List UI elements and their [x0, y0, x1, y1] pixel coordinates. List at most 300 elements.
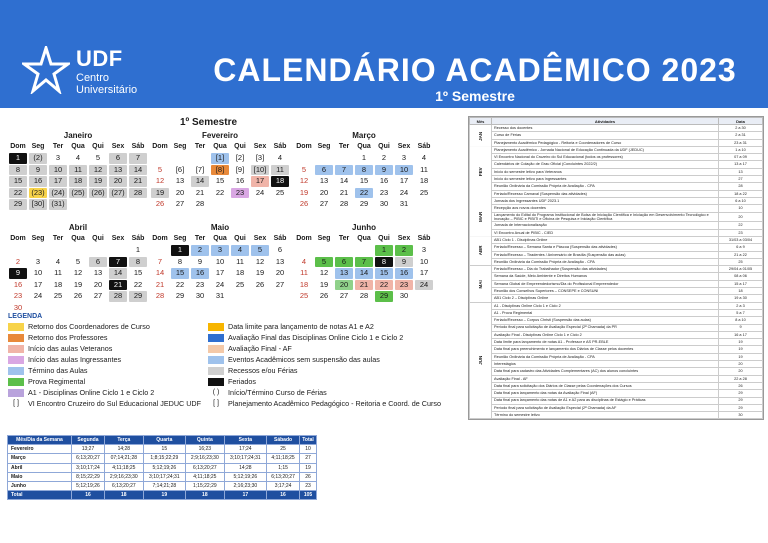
- days-table-cell: 14;28: [224, 463, 266, 472]
- calendar-day[interactable]: 16: [235, 176, 245, 186]
- calendar-day[interactable]: 24: [399, 187, 409, 197]
- calendar-day[interactable]: 12: [319, 268, 329, 278]
- calendar-day[interactable]: 26: [299, 199, 309, 209]
- calendar-day[interactable]: 24: [415, 280, 433, 291]
- calendar-day[interactable]: [1]: [211, 153, 229, 164]
- calendar-day[interactable]: 19: [255, 268, 265, 278]
- legend-swatch: [208, 378, 224, 386]
- activity-row: [470, 317, 763, 324]
- calendar-day[interactable]: 29: [129, 291, 147, 302]
- days-table-cell: 17;24: [224, 445, 266, 454]
- calendar-day[interactable]: 21: [355, 280, 373, 291]
- calendar-day[interactable]: 28: [339, 199, 349, 209]
- calendar-day[interactable]: 11: [420, 164, 428, 174]
- calendar-day[interactable]: 1: [361, 153, 367, 163]
- calendar-day[interactable]: 10: [395, 165, 413, 176]
- calendar-day[interactable]: 28: [109, 291, 127, 302]
- calendar-day[interactable]: (31): [49, 199, 67, 210]
- days-table-cell: Fevereiro: [8, 445, 72, 454]
- calendar-day[interactable]: 30: [399, 291, 409, 301]
- weekday-header: Dom: [10, 235, 26, 242]
- calendar-day[interactable]: 10: [419, 256, 429, 266]
- empty-day: [49, 245, 67, 256]
- calendar-day[interactable]: 15: [359, 176, 369, 186]
- calendar-day[interactable]: 29: [375, 291, 393, 302]
- calendar-day[interactable]: [9]: [235, 164, 245, 174]
- calendar-day[interactable]: 18: [69, 176, 87, 187]
- calendar-day[interactable]: [8]: [211, 165, 229, 176]
- calendar-day[interactable]: 27: [339, 291, 349, 301]
- calendar-day[interactable]: 2: [381, 153, 387, 163]
- calendar-day[interactable]: 4: [75, 153, 81, 163]
- calendar-day[interactable]: (2): [29, 153, 47, 164]
- calendar-day[interactable]: 14: [129, 165, 147, 176]
- calendar-day[interactable]: 17: [251, 176, 269, 187]
- calendar-day[interactable]: 3: [55, 153, 61, 163]
- activity-description: Data final para preenchimento e lançamento dos Diários de Classe pelos docentes: [492, 346, 719, 353]
- calendar-day[interactable]: 3: [211, 245, 229, 256]
- activity-date: 25: [719, 258, 763, 265]
- calendar-day[interactable]: 24: [255, 187, 265, 197]
- weekday-header: Qui: [378, 235, 390, 242]
- weekday-header: Dom: [152, 143, 168, 150]
- calendar-day[interactable]: 7: [129, 153, 147, 164]
- empty-day: [89, 245, 107, 256]
- calendar-day[interactable]: 22: [375, 280, 393, 291]
- weekday-header: Ter: [52, 235, 64, 242]
- calendar-day[interactable]: 5: [301, 164, 307, 174]
- calendar-day[interactable]: 28: [129, 188, 147, 199]
- activity-description: Calendários de Colação de Grau Oficial (Concluintes 2022/2): [492, 161, 719, 168]
- calendar-day[interactable]: 28: [155, 291, 165, 301]
- calendar-day[interactable]: 11: [54, 268, 62, 278]
- calendar-day[interactable]: 16: [379, 176, 389, 186]
- calendar-day[interactable]: 13: [319, 176, 329, 186]
- calendar-day[interactable]: 10: [33, 268, 43, 278]
- activity-row: [470, 190, 763, 197]
- calendar-day[interactable]: 12: [155, 176, 165, 186]
- calendar-day[interactable]: 19: [73, 279, 83, 289]
- calendar-day[interactable]: 15: [133, 268, 143, 278]
- calendar-day[interactable]: 14: [109, 268, 127, 279]
- calendar-day[interactable]: 23: [231, 188, 249, 199]
- calendar-day[interactable]: 12: [299, 176, 309, 186]
- calendar-day[interactable]: 4: [55, 256, 61, 266]
- page-title: CALENDÁRIO ACADÊMICO 2023: [213, 52, 737, 88]
- calendar-day[interactable]: 7: [109, 257, 127, 268]
- calendar-day[interactable]: 18: [53, 279, 63, 289]
- days-table-row: [8, 463, 317, 472]
- calendar-day[interactable]: 22: [215, 187, 225, 197]
- activity-row: [470, 161, 763, 168]
- calendar-day[interactable]: 7: [355, 257, 373, 268]
- month-grid: [294, 141, 434, 211]
- calendar-day[interactable]: [2]: [235, 153, 245, 163]
- calendar-day[interactable]: 8: [177, 256, 183, 266]
- calendar-day[interactable]: 29: [175, 291, 185, 301]
- calendar-day[interactable]: 2: [191, 245, 209, 256]
- calendar-day[interactable]: 16: [191, 268, 209, 279]
- calendar-day[interactable]: 16: [395, 268, 413, 279]
- calendar-day[interactable]: 26: [255, 279, 265, 289]
- calendar-day[interactable]: 17: [215, 268, 225, 278]
- days-table-cell: 1;15;22;29: [186, 481, 225, 490]
- calendar-day[interactable]: 21: [155, 279, 165, 289]
- calendar-day[interactable]: 8: [375, 257, 393, 268]
- weekday-header: Sáb: [131, 143, 145, 150]
- legend-swatch: [8, 356, 24, 364]
- calendar-day[interactable]: 23: [395, 280, 413, 291]
- days-table-total-cell: Total: [8, 491, 72, 500]
- legend-label: Início/Término Curso de Férias: [228, 388, 327, 397]
- activity-date: 31/03 a 03/04: [719, 236, 763, 243]
- activity-description: Planejamento Acadêmico Pedagógico - Reitoria e Coordenadores de Curso: [492, 139, 719, 146]
- weekday-header: Qui: [378, 143, 390, 150]
- calendar-day[interactable]: 1: [375, 245, 393, 256]
- weekday-header: Sex: [111, 235, 125, 242]
- calendar-day[interactable]: 6: [277, 245, 283, 255]
- calendar-day[interactable]: 4: [421, 153, 427, 163]
- calendar-day[interactable]: 6: [89, 257, 107, 268]
- month-grid: [294, 233, 434, 303]
- activity-row: [470, 288, 763, 295]
- activity-row: [470, 183, 763, 190]
- days-table-cell: 3;17;24: [267, 481, 300, 490]
- calendar-day[interactable]: (23): [29, 188, 47, 199]
- calendar-day[interactable]: 3: [421, 245, 427, 255]
- calendar-day[interactable]: 10: [215, 256, 225, 266]
- activity-description: Feriado/Recesso – Dia do Trabalhador (Suspensão das atividades): [492, 266, 719, 273]
- calendar-day[interactable]: [3]: [255, 153, 265, 163]
- calendar-day[interactable]: 20: [175, 187, 185, 197]
- calendar-day[interactable]: 30: [379, 199, 389, 209]
- calendar-day[interactable]: 14: [339, 176, 349, 186]
- activity-row: [470, 302, 763, 309]
- empty-day: [29, 245, 47, 256]
- calendar-day[interactable]: 17: [33, 279, 43, 289]
- calendar-day[interactable]: 14: [355, 268, 373, 279]
- legend-swatch: [8, 334, 24, 342]
- brand-line-1: Centro: [76, 72, 110, 84]
- legend-item: [8, 366, 88, 376]
- calendar-day[interactable]: 20: [275, 268, 285, 278]
- calendar-day[interactable]: 12: [89, 165, 107, 176]
- legend-item: [8, 355, 121, 365]
- empty-day: [109, 245, 127, 256]
- activity-row: [470, 397, 763, 404]
- calendar-day[interactable]: 10: [49, 165, 67, 176]
- calendar-day[interactable]: 27: [319, 199, 329, 209]
- legend-label: Recessos e/ou Férias: [228, 366, 298, 375]
- calendar-day[interactable]: 1: [9, 153, 27, 164]
- calendar-day[interactable]: 8: [355, 165, 373, 176]
- calendar-day[interactable]: 18: [299, 279, 309, 289]
- calendar-day[interactable]: [6]: [175, 164, 185, 174]
- days-table-header: Sábado: [267, 436, 300, 445]
- activity-description: Início do semestre letivo para Veteranos: [492, 168, 719, 175]
- calendar-day[interactable]: 22: [355, 188, 373, 199]
- calendar-day[interactable]: [30]: [29, 199, 47, 210]
- calendar-day[interactable]: 11: [271, 165, 289, 176]
- calendar-day[interactable]: 27: [175, 199, 185, 209]
- calendar-day[interactable]: 7: [335, 165, 353, 176]
- days-table-cell: 8;15;22;29: [71, 472, 104, 481]
- empty-day: [9, 245, 27, 256]
- days-table-header: Terça: [105, 436, 144, 445]
- activity-description: Período final para solicitação de Avaliação Especial (2ª Chamada) da AF: [492, 404, 719, 411]
- activity-date: 08 a 06: [719, 273, 763, 280]
- calendar-day[interactable]: 15: [215, 176, 225, 186]
- calendar-day[interactable]: 2: [15, 256, 21, 266]
- calendar-day[interactable]: 26: [319, 291, 329, 301]
- calendar-day[interactable]: 25: [53, 291, 63, 301]
- month-name: Fevereiro: [201, 131, 239, 140]
- calendar-day[interactable]: 12: [255, 256, 265, 266]
- calendar-day[interactable]: 13: [93, 268, 103, 278]
- legend-item: [8, 322, 150, 332]
- calendar-day[interactable]: 6: [109, 153, 127, 164]
- weekday-header: Dom: [152, 235, 168, 242]
- calendar-day[interactable]: 28: [359, 291, 369, 301]
- calendar-day[interactable]: 14: [191, 176, 209, 187]
- calendar-day[interactable]: 3: [401, 153, 407, 163]
- days-table-cell: 1;8;15;22;29: [143, 454, 185, 463]
- month-maio: [150, 222, 290, 303]
- days-table-header: Mês/Dia da Semana: [8, 436, 72, 445]
- calendar-day[interactable]: 18: [235, 268, 245, 278]
- calendar-day[interactable]: 5: [315, 257, 333, 268]
- activity-date: 2 a 3: [719, 302, 763, 309]
- legend-swatch: [8, 345, 24, 353]
- calendar-day[interactable]: 1: [171, 245, 189, 256]
- calendar-day[interactable]: 23: [13, 291, 23, 301]
- weekday-header: Qua: [213, 235, 227, 242]
- calendar-day[interactable]: 27: [93, 291, 103, 301]
- calendar-day[interactable]: 3: [35, 256, 41, 266]
- calendar-day[interactable]: 11: [236, 256, 244, 266]
- page-subtitle: 1º Semestre: [435, 88, 515, 104]
- calendar-day[interactable]: 9: [375, 165, 393, 176]
- legend-title: LEGENDA: [8, 313, 43, 320]
- weekday-header: Qui: [234, 235, 246, 242]
- calendar-day[interactable]: 19: [151, 188, 169, 199]
- calendar-day[interactable]: 4: [301, 256, 307, 266]
- calendar-day[interactable]: 5: [157, 164, 163, 174]
- calendar-day[interactable]: 21: [129, 176, 147, 187]
- days-table-cell: 25: [267, 445, 300, 454]
- activity-row: [470, 154, 763, 161]
- calendar-day[interactable]: 15: [171, 268, 189, 279]
- calendar-day[interactable]: 9: [197, 256, 203, 266]
- calendar-day[interactable]: 26: [73, 291, 83, 301]
- days-table-header: Total: [300, 436, 317, 445]
- calendar-day[interactable]: 16: [29, 176, 47, 187]
- calendar-day[interactable]: 13: [275, 256, 285, 266]
- days-table-cell: 13;27: [71, 445, 104, 454]
- activity-month: MAR: [470, 197, 492, 236]
- days-table-cell: 6;13;20;27: [267, 472, 300, 481]
- activity-date: 1 a 10: [719, 146, 763, 153]
- legend-label: Eventos Acadêmicos sem suspensão das aulas: [228, 355, 380, 364]
- activity-row: [470, 273, 763, 280]
- calendar-day[interactable]: 13: [175, 176, 185, 186]
- activity-row: [470, 251, 763, 258]
- weekday-header: Seg: [173, 235, 187, 242]
- activity-description: Data final para lançamento das notas da Avaliação Final (AF): [492, 390, 719, 397]
- activity-description: AB1 Ciclo 2 – Disciplinas Online: [492, 295, 719, 302]
- days-table-total-cell: 16: [71, 491, 104, 500]
- calendar-day[interactable]: 31: [215, 291, 225, 301]
- weekday-header: Qua: [71, 143, 85, 150]
- calendar-day[interactable]: (26): [89, 188, 107, 199]
- calendar-day[interactable]: 5: [75, 256, 81, 266]
- month-junho: [294, 222, 434, 303]
- calendar-day[interactable]: 22: [175, 279, 185, 289]
- legend-item: [8, 399, 201, 409]
- calendar-day[interactable]: [10]: [251, 165, 269, 176]
- calendar-day[interactable]: 20: [109, 176, 127, 187]
- calendar-day[interactable]: 27: [275, 279, 285, 289]
- calendar-day[interactable]: 13: [109, 165, 127, 176]
- calendar-day[interactable]: 17: [49, 176, 67, 187]
- brand-name: UDF: [76, 46, 123, 71]
- activity-row: [470, 197, 763, 204]
- activity-description: Data limite para lançamento de notas A1 - Professor e AS PR-EBLE: [492, 339, 719, 346]
- month-janeiro: [8, 130, 148, 211]
- calendar-day[interactable]: 19: [89, 176, 107, 187]
- activity-date: 18 a 22: [719, 190, 763, 197]
- activity-description: Interestágios: [492, 361, 719, 368]
- calendar-day[interactable]: 25: [299, 291, 309, 301]
- calendar-day[interactable]: 23: [379, 187, 389, 197]
- calendar-day[interactable]: 6: [315, 165, 333, 176]
- calendar-day[interactable]: 23: [195, 279, 205, 289]
- legend-swatch: [ ]: [213, 400, 219, 408]
- month-name: Janeiro: [63, 131, 93, 140]
- calendar-day[interactable]: (27): [109, 188, 127, 199]
- calendar-day[interactable]: 14: [155, 268, 165, 278]
- legend-label: Avaliação Final - AF: [228, 344, 292, 353]
- activity-description: AB1 Ciclo 1 - Disciplinas Online: [492, 236, 719, 243]
- calendar-day[interactable]: [7]: [195, 164, 205, 174]
- days-table-cell: 6;13;20;27: [105, 481, 144, 490]
- weekday-header: Ter: [338, 235, 350, 242]
- calendar-day[interactable]: 12: [73, 268, 83, 278]
- calendar-day[interactable]: 2: [395, 245, 413, 256]
- calendar-day[interactable]: 7: [157, 256, 163, 266]
- calendar-day[interactable]: 21: [339, 187, 349, 197]
- semester-label: 1º Semestre: [180, 117, 238, 128]
- calendar-day[interactable]: 13: [335, 268, 353, 279]
- days-table-row: [8, 481, 317, 490]
- calendar-day[interactable]: 24: [215, 279, 225, 289]
- calendar-day[interactable]: 21: [109, 280, 127, 291]
- activity-row: [470, 353, 763, 360]
- calendar-day[interactable]: 20: [335, 280, 353, 291]
- calendar-day[interactable]: 28: [195, 199, 205, 209]
- calendar-day[interactable]: 6: [335, 257, 353, 268]
- weekday-header: Sáb: [417, 143, 431, 150]
- activity-description: Avaliação Final - AF: [492, 375, 719, 382]
- calendar-day[interactable]: 9: [395, 257, 413, 268]
- days-table-cell: 4;11;18;25: [267, 454, 300, 463]
- weekday-header: Qui: [92, 235, 104, 242]
- calendar-day[interactable]: 16: [13, 279, 23, 289]
- calendar-day[interactable]: 31: [399, 199, 409, 209]
- calendar-day[interactable]: 15: [375, 268, 393, 279]
- calendar-day[interactable]: 22: [133, 279, 143, 289]
- udf-logo: [22, 44, 162, 100]
- calendar-day[interactable]: 20: [319, 187, 329, 197]
- calendar-day[interactable]: 19: [319, 279, 329, 289]
- weekday-header: Sex: [111, 143, 125, 150]
- calendar-day[interactable]: 17: [419, 268, 429, 278]
- calendar-day[interactable]: 15: [9, 176, 27, 187]
- days-table-header: Sexta: [224, 436, 266, 445]
- calendar-day[interactable]: 25: [275, 187, 285, 197]
- calendar-day[interactable]: 22: [9, 188, 27, 199]
- days-table-header: Quinta: [186, 436, 225, 445]
- calendar-day[interactable]: 9: [9, 268, 27, 279]
- activity-date: 19: [719, 346, 763, 353]
- month-fevereiro: [150, 130, 290, 211]
- calendar-day[interactable]: 9: [29, 165, 47, 176]
- activity-row: [470, 339, 763, 346]
- activity-date: 29: [719, 390, 763, 397]
- calendar-day[interactable]: 30: [13, 303, 23, 313]
- calendar-day[interactable]: 4: [277, 153, 283, 163]
- activity-description: Data final para solicitação dos Diários de Classe pelas Coordenações dos Cursos: [492, 382, 719, 389]
- calendar-day[interactable]: 29: [359, 199, 369, 209]
- days-table-total-cell: 18: [186, 491, 225, 500]
- month-grid: [8, 141, 148, 211]
- legend-label: Início das aulas Ingressantes: [28, 355, 122, 364]
- calendar-day[interactable]: 30: [195, 291, 205, 301]
- calendar-day[interactable]: 29: [9, 199, 27, 210]
- legend-swatch: [8, 389, 24, 397]
- calendar-day[interactable]: 20: [93, 279, 103, 289]
- calendar-day[interactable]: 8: [129, 257, 147, 268]
- activities-header: Atividades: [492, 118, 719, 125]
- activity-month: JUN: [470, 302, 492, 419]
- calendar-day[interactable]: 21: [195, 187, 205, 197]
- days-table-row: [8, 445, 317, 454]
- calendar-day[interactable]: 25: [235, 279, 245, 289]
- calendar-day[interactable]: 1: [135, 245, 141, 255]
- calendar-day[interactable]: 11: [300, 268, 308, 278]
- calendar-day[interactable]: 8: [9, 165, 27, 176]
- days-table-cell: 5;12;19;26: [143, 463, 185, 472]
- calendar-day[interactable]: 24: [33, 291, 43, 301]
- activity-description: A1 - Prova Regimental: [492, 309, 719, 316]
- calendar-day[interactable]: 5: [95, 153, 101, 163]
- calendar-day[interactable]: 4: [231, 245, 249, 256]
- calendar-day[interactable]: 17: [399, 176, 409, 186]
- calendar-day[interactable]: 26: [155, 199, 165, 209]
- calendar-day[interactable]: 18: [419, 176, 429, 186]
- calendar-day[interactable]: (24): [49, 188, 67, 199]
- calendar-day[interactable]: 11: [69, 165, 87, 176]
- legend-item: [208, 333, 403, 343]
- activity-date: 07 a 09: [719, 154, 763, 161]
- legend-item: [208, 322, 374, 332]
- calendar-day[interactable]: 5: [251, 245, 269, 256]
- calendar-day[interactable]: 25: [419, 187, 429, 197]
- activity-description: VI Encontro Nacional do Cruzeiro do Sul Educacional (todos os professores): [492, 154, 719, 161]
- calendar-day[interactable]: 18: [271, 176, 289, 187]
- calendar-day[interactable]: 19: [299, 187, 309, 197]
- calendar-day[interactable]: (25): [69, 188, 87, 199]
